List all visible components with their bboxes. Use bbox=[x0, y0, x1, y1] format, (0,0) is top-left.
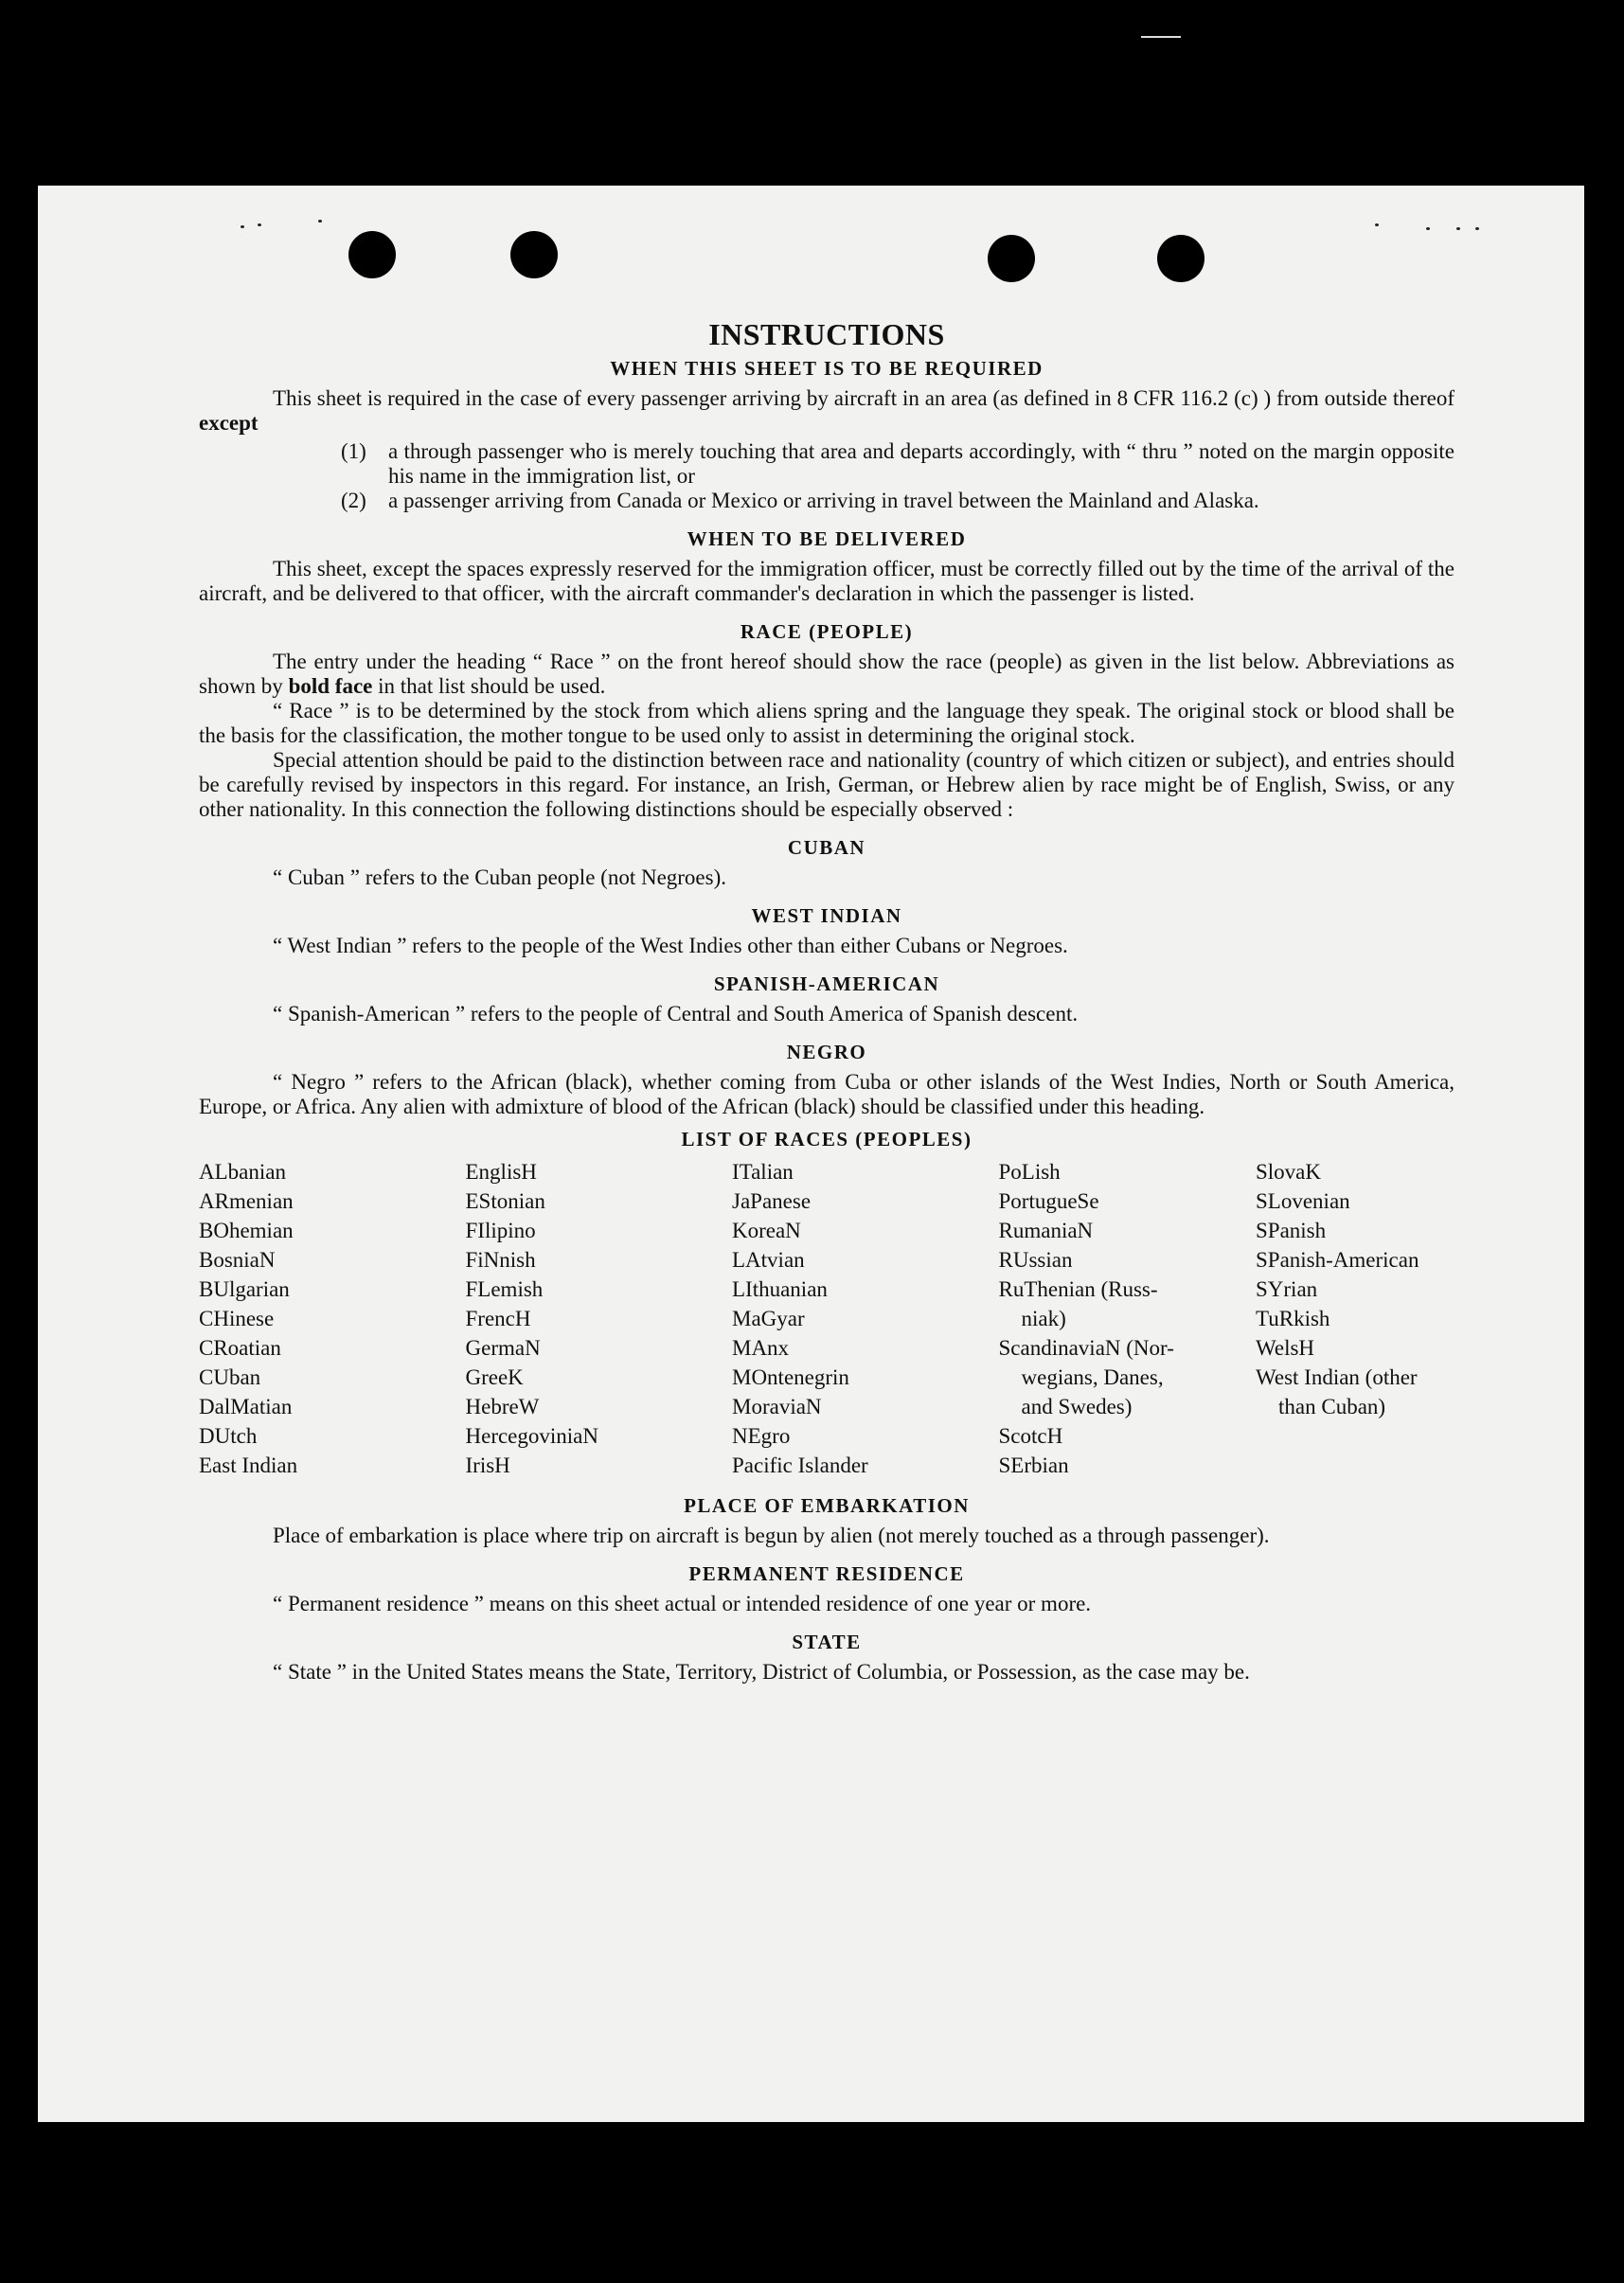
race-text-c: in that list should be used. bbox=[372, 674, 606, 698]
item-number: (2) bbox=[341, 489, 366, 512]
section-heading-spanish-american: SPANISH-AMERICAN bbox=[713, 972, 940, 995]
section-heading-west-indian: WEST INDIAN bbox=[751, 904, 902, 927]
spanish-american-paragraph: “ Spanish-American ” refers to the people of Central and South America of Spanish descent. bbox=[273, 1002, 1079, 1026]
race-entry: DalMatian bbox=[199, 1395, 293, 1418]
race-entry: EnglisH bbox=[465, 1160, 537, 1184]
speck bbox=[1375, 223, 1379, 226]
document-sheet bbox=[38, 186, 1584, 2122]
race-entry: BOhemian bbox=[199, 1219, 294, 1242]
race-entry: FIlipino bbox=[465, 1219, 536, 1242]
section-heading-race: RACE (PEOPLE) bbox=[740, 620, 914, 643]
race-entry: ARmenian bbox=[199, 1189, 294, 1213]
race-entry: MAnx bbox=[732, 1336, 790, 1360]
race-entry: CRoatian bbox=[199, 1336, 281, 1360]
race-paragraph-1 bbox=[199, 650, 1454, 699]
races-column bbox=[732, 1157, 940, 1480]
race-entry: SYrian bbox=[1256, 1277, 1318, 1301]
embarkation-paragraph: Place of embarkation is place where trip on aircraft is begun by alien (not merely touched as a through passenger). bbox=[273, 1524, 1270, 1547]
races-column bbox=[199, 1157, 407, 1480]
speck bbox=[1475, 227, 1479, 230]
race-entry: CHinese bbox=[199, 1307, 275, 1330]
race-entry: EStonian bbox=[465, 1189, 545, 1213]
race-entry: SPanish bbox=[1256, 1219, 1327, 1242]
race-entry: CUban bbox=[199, 1365, 261, 1389]
race-entry: ScandinaviaN (Nor-wegians, Danes, and Swedes) bbox=[998, 1336, 1174, 1418]
race-entry: East Indian bbox=[199, 1454, 298, 1477]
races-column bbox=[466, 1157, 674, 1480]
race-entry: FiNnish bbox=[465, 1248, 536, 1272]
state-paragraph: “ State ” in the United States means the State, Territory, District of Columbia, or Possession, as the case may be. bbox=[273, 1660, 1250, 1684]
race-entry: RumaniaN bbox=[998, 1219, 1094, 1242]
race-entry: IrisH bbox=[465, 1454, 510, 1477]
cuban-paragraph: “ Cuban ” refers to the Cuban people (not Negroes). bbox=[273, 865, 727, 889]
negro-paragraph: “ Negro ” refers to the African (black), whether coming from Cuba or other islands of the West Indies, North or South America, Europe, or Africa. Any alien with admixture of blood of the African (black) should be classified under this heading. bbox=[199, 1070, 1454, 1118]
when-required-paragraph bbox=[199, 386, 1454, 436]
section-heading-when-delivered: WHEN TO BE DELIVERED bbox=[687, 527, 967, 550]
race-entry: West Indian (other than Cuban) bbox=[1256, 1365, 1418, 1418]
list-item bbox=[341, 439, 1454, 489]
speck bbox=[1456, 227, 1460, 230]
section-heading-embarkation: PLACE OF EMBARKATION bbox=[684, 1494, 970, 1517]
section-heading-list-of-races: LIST OF RACES (PEOPLES) bbox=[681, 1128, 973, 1150]
race-entry: MaGyar bbox=[732, 1307, 805, 1330]
race-entry: LIthuanian bbox=[732, 1277, 828, 1301]
section-heading-residence: PERMANENT RESIDENCE bbox=[688, 1562, 965, 1585]
race-text-a: The entry under the heading “ Race ” on the front hereof should show the race (people) as given in the list below. Abbreviations as shown by bbox=[199, 650, 1454, 698]
race-entry: PortugueSe bbox=[998, 1189, 1099, 1213]
race-paragraph-3: Special attention should be paid to the distinction between race and nationality (country of which citizen or subject), and entries should be carefully revised by inspectors in this regard. For instance, an Irish, German, or Hebrew alien by race might be of English, Swiss, or any other nationality. In this connection the following distinctions should be especially observed : bbox=[199, 748, 1454, 821]
races-list bbox=[199, 1157, 1454, 1480]
speck bbox=[318, 220, 322, 223]
item-text: a passenger arriving from Canada or Mexico or arriving in travel between the Mainland and Alaska. bbox=[388, 489, 1259, 512]
item-text: a through passenger who is merely touching that area and departs accordingly, with “ thru ” noted on the margin opposite his name in the immigration list, or bbox=[388, 439, 1454, 488]
races-column bbox=[999, 1157, 1198, 1480]
race-entry: TuRkish bbox=[1256, 1307, 1330, 1330]
race-entry: SlovaK bbox=[1256, 1160, 1321, 1184]
race-entry: ScotcH bbox=[998, 1424, 1063, 1448]
section-heading-cuban: CUBAN bbox=[787, 836, 866, 859]
race-entry: DUtch bbox=[199, 1424, 258, 1448]
race-entry: BUlgarian bbox=[199, 1277, 290, 1301]
race-entry: KoreaN bbox=[732, 1219, 801, 1242]
races-column bbox=[1256, 1157, 1454, 1480]
document-body bbox=[199, 316, 1454, 1685]
race-entry: PoLish bbox=[998, 1160, 1061, 1184]
race-entry: RuThenian (Russ-niak) bbox=[998, 1277, 1158, 1330]
when-required-except: except bbox=[199, 411, 259, 435]
race-entry: SPanish-American bbox=[1256, 1248, 1419, 1272]
race-entry: HercegoviniaN bbox=[465, 1424, 598, 1448]
race-entry: ALbanian bbox=[199, 1160, 286, 1184]
race-bold-face: bold face bbox=[288, 674, 373, 698]
race-entry: FLemish bbox=[465, 1277, 544, 1301]
race-entry: SErbian bbox=[998, 1454, 1069, 1477]
race-entry: MOntenegrin bbox=[732, 1365, 849, 1389]
race-entry: WelsH bbox=[1256, 1336, 1315, 1360]
race-entry: MoraviaN bbox=[732, 1395, 822, 1418]
exception-list bbox=[341, 439, 1454, 513]
race-paragraph-2: “ Race ” is to be determined by the stock from which aliens spring and the language they speak. The original stock or blood shall be the basis for the classification, the mother tongue to be used only to assist in determining the original stock. bbox=[199, 699, 1454, 747]
race-entry: Pacific Islander bbox=[732, 1454, 868, 1477]
race-entry: RUssian bbox=[998, 1248, 1073, 1272]
section-heading-state: STATE bbox=[792, 1631, 862, 1653]
race-entry: GreeK bbox=[465, 1365, 524, 1389]
punch-hole bbox=[510, 231, 558, 278]
when-delivered-paragraph: This sheet, except the spaces expressly reserved for the immigration officer, must be correctly filled out by the time of the arrival of the aircraft, and be delivered to that officer, with the aircraft commander's declaration in which the passenger is listed. bbox=[199, 557, 1454, 605]
scan-mark bbox=[1141, 36, 1181, 38]
section-heading-when-required: WHEN THIS SHEET IS TO BE REQUIRED bbox=[610, 357, 1044, 380]
when-required-text: This sheet is required in the case of every passenger arriving by aircraft in an area (as defined in 8 CFR 116.2 (c) ) from outside thereof bbox=[273, 386, 1454, 410]
item-number: (1) bbox=[341, 439, 366, 463]
race-entry: NEgro bbox=[732, 1424, 791, 1448]
section-heading-negro: NEGRO bbox=[786, 1041, 867, 1063]
residence-paragraph: “ Permanent residence ” means on this sheet actual or intended residence of one year or more. bbox=[273, 1592, 1092, 1615]
race-entry: JaPanese bbox=[732, 1189, 812, 1213]
race-entry: GermaN bbox=[465, 1336, 541, 1360]
race-entry: SLovenian bbox=[1256, 1189, 1350, 1213]
speck bbox=[1426, 227, 1430, 230]
list-item bbox=[341, 489, 1454, 513]
speck bbox=[258, 223, 261, 226]
page-title: INSTRUCTIONS bbox=[708, 317, 945, 351]
race-entry: HebreW bbox=[465, 1395, 540, 1418]
race-entry: ITalian bbox=[732, 1160, 794, 1184]
race-entry: BosniaN bbox=[199, 1248, 276, 1272]
race-entry: LAtvian bbox=[732, 1248, 805, 1272]
punch-hole bbox=[348, 231, 396, 278]
speck bbox=[241, 225, 244, 228]
west-indian-paragraph: “ West Indian ” refers to the people of the West Indies other than either Cubans or Negroes. bbox=[273, 934, 1068, 957]
punch-hole bbox=[988, 235, 1035, 282]
race-entry: FrencH bbox=[465, 1307, 531, 1330]
punch-hole bbox=[1157, 235, 1205, 282]
